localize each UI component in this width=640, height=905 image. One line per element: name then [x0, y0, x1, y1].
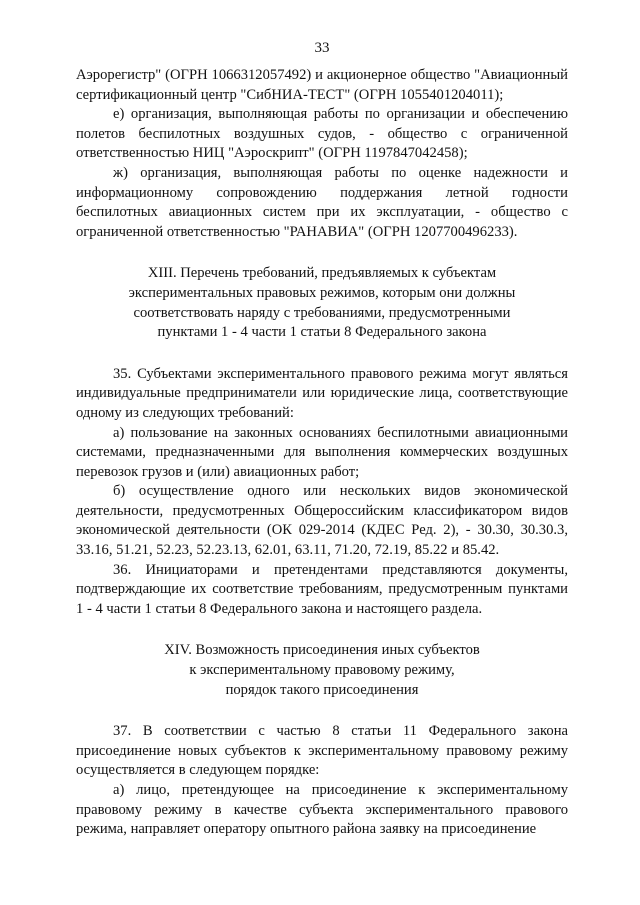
section-heading-line: XIV. Возможность присоединения иных субъектов	[164, 642, 480, 659]
section-heading-line: XIII. Перечень требований, предъявляемых к субъектам	[147, 265, 497, 282]
page-number: 33	[314, 40, 330, 56]
paragraph-item-zh: ж) организация, выполняющая работы по оценке надежности и информационному сопровождению поддержания летной годности беспилотных авиационных систем при их эксплуатации, - общество с ограниченной ответственностью "РАНАВИА" (ОГРН 1207700496233).	[76, 164, 568, 240]
spacer	[76, 700, 568, 722]
paragraph-37: 37. В соответствии с частью 8 статьи 11 Федерального закона присоединение новых субъектов к экспериментальному правовому режиму осуществляется в следующем порядке:	[76, 723, 568, 779]
paragraph-35-a: а) пользование на законных основаниях беспилотными авиационными системами, предназначенными для выполнения коммерческих воздушных перевозок грузов и (или) авиационных работ;	[76, 424, 568, 480]
paragraph-35-b: б) осуществление одного или нескольких видов экономической деятельности, предусмотренных Общероссийским классификатором видов экономической деятельности (ОК 029-2014 (КДЕС Ред. 2), - 30.30, 30.30.3, 33.16, 51.21, 52.23, 52.23.13, 62.01, 63.11, 71.20, 72.19, 85.22 и 85.42.	[76, 483, 568, 559]
section-xiv-heading	[76, 641, 568, 700]
section-heading-line: пунктами 1 - 4 части 1 статьи 8 Федерального закона	[157, 324, 487, 341]
paragraph-item-e: е) организация, выполняющая работы по организации и обеспечению полетов беспилотных воздушных судов, - общество с ограниченной ответственностью НИЦ "Аэроскрипт" (ОГРН 1197847042458);	[76, 106, 568, 162]
spacer	[76, 343, 568, 365]
paragraph-continuation: Аэрорегистр" (ОГРН 1066312057492) и акционерное общество "Авиационный сертификационный центр "СибНИА-ТЕСТ" (ОГРН 1055401204011);	[76, 67, 568, 103]
section-xiii-heading	[76, 264, 568, 342]
section-heading-line: порядок такого присоединения	[225, 681, 419, 698]
spacer	[76, 242, 568, 264]
paragraph-35: 35. Субъектами экспериментального правового режима могут являться индивидуальные предприниматели или юридические лица, соответствующие одному из следующих требований:	[76, 365, 568, 421]
document-body	[76, 66, 568, 840]
spacer	[76, 619, 568, 641]
section-heading-line: соответствовать наряду с требованиями, предусмотренными	[133, 304, 511, 321]
paragraph-36: 36. Инициаторами и претендентами представляются документы, подтверждающие их соответствие требованиям, предусмотренным пунктами 1 - 4 части 1 статьи 8 Федерального закона и настоящего раздела.	[76, 561, 568, 617]
document-page	[76, 0, 568, 905]
section-heading-line: экспериментальных правовых режимов, которым они должны	[128, 284, 516, 301]
section-heading-line: к экспериментальному правовому режиму,	[189, 662, 455, 679]
paragraph-37-a: а) лицо, претендующее на присоединение к экспериментальному правовому режиму в качестве субъекта экспериментального правового режима, направляет оператору опытного района заявку на присоединение	[76, 782, 568, 838]
